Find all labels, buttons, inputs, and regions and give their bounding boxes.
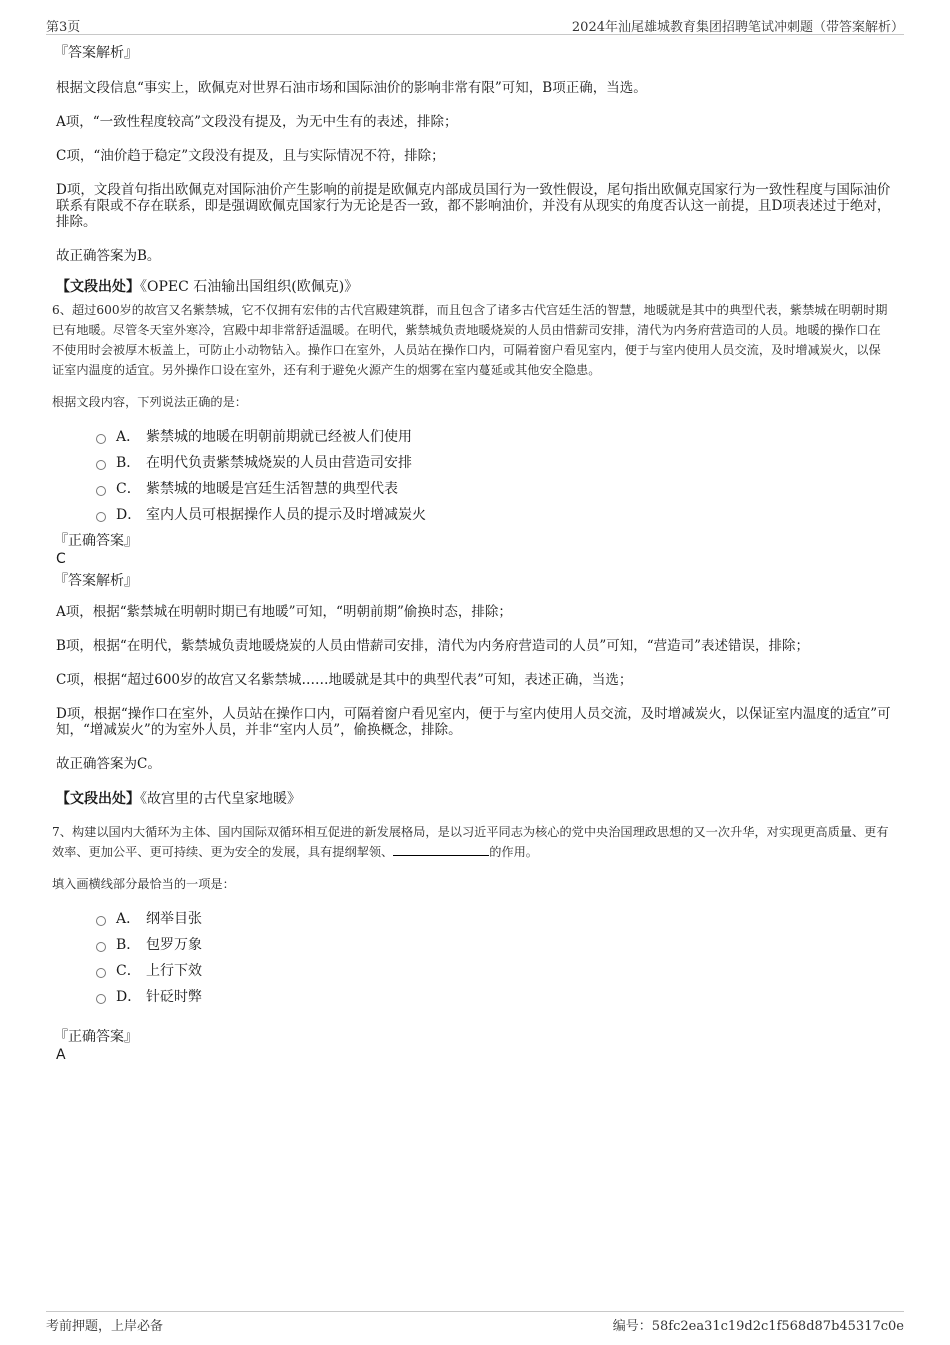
source-label: 【文段出处】 xyxy=(56,279,140,295)
radio-icon[interactable] xyxy=(96,942,106,952)
q6-option-a[interactable]: A． 紫禁城的地暖在明朝前期就已经被人们使用 xyxy=(96,424,892,450)
q5-analysis-line: 故正确答案为B。 xyxy=(56,248,161,264)
q7-option-a[interactable]: A． 纲举目张 xyxy=(96,906,892,932)
q6-analysis-line: 故正确答案为C。 xyxy=(56,756,161,772)
q5-analysis-line: 根据文段信息“事实上，欧佩克对世界石油市场和国际油价的影响非常有限”可知，B项正确，当选。 xyxy=(56,80,647,96)
radio-icon[interactable] xyxy=(96,512,106,522)
radio-icon[interactable] xyxy=(96,916,106,926)
q6-option-b[interactable]: B． 在明代负责紫禁城烧炭的人员由营造司安排 xyxy=(96,450,892,476)
source-title: 《OPEC 石油输出国组织(欧佩克)》 xyxy=(140,279,359,295)
q5-analysis-line: C项，“油价趋于稳定”文段没有提及，且与实际情况不符，排除； xyxy=(56,148,445,164)
radio-icon[interactable] xyxy=(96,434,106,444)
q6-correct-label: 『正确答案』 xyxy=(54,533,138,549)
page-header xyxy=(46,14,904,35)
source-title: 《故宫里的古代皇家地暖》 xyxy=(140,791,301,807)
q7-stem: 7、构建以国内大循环为主体、国内国际双循环相互促进的新发展格局，是以习近平同志为核心的党中央治国理政思想的又一次升华，对实现更高质量、更有效率、更加公平、更可持续、更为安全的发展，具有提纲挈领、 的作用。 xyxy=(52,825,889,859)
q6-analysis-label: 『答案解析』 xyxy=(54,573,138,589)
q5-analysis-label: 『答案解析』 xyxy=(54,45,138,61)
answer-blank xyxy=(393,843,489,856)
source-label: 【文段出处】 xyxy=(56,791,140,807)
page-footer xyxy=(46,1311,904,1334)
radio-icon[interactable] xyxy=(96,460,106,470)
q7-correct-answer: A xyxy=(56,1047,66,1063)
q7-prompt: 填入画横线部分最恰当的一项是： xyxy=(52,877,235,891)
q7-options xyxy=(96,906,892,1010)
page-content xyxy=(52,44,892,1064)
document-title: 2024年汕尾雄城教育集团招聘笔试冲刺题（带答案解析） xyxy=(571,20,904,35)
q7-option-d[interactable]: D． 针砭时弊 xyxy=(96,984,892,1010)
q6-analysis-line: C项，根据“超过600岁的故宫又名紫禁城……地暖就是其中的典型代表”可知，表述正确，当选； xyxy=(56,672,633,688)
q7-option-b[interactable]: B． 包罗万象 xyxy=(96,932,892,958)
document-code: 编号：58fc2ea31c19d2c1f568d87b45317c0e xyxy=(612,1319,904,1334)
q6-prompt: 根据文段内容，下列说法正确的是： xyxy=(52,395,247,409)
radio-icon[interactable] xyxy=(96,994,106,1004)
q6-source xyxy=(56,790,892,808)
q5-source xyxy=(56,278,892,296)
q6-stem: 6、超过600岁的故宫又名紫禁城，它不仅拥有宏伟的古代宫殿建筑群，而且包含了诸多古代宫廷生活的智慧，地暖就是其中的典型代表，紫禁城在明朝时期已有地暖。尽管冬天室外寒冷，宫殿中却非常舒适温暖。在明代，紫禁城负责地暖烧炭的人员由惜薪司安排，清代为内务府营造司的人员。地暖的操作口在不使用时会被厚木板盖上，可防止小动物钻入。操作口在室外，人员站在操作口内，可隔着窗户看见室内，便于与室内使用人员交流，及时增减炭火，以保证室内温度的适宜。另外操作口设在室外，还有利于避免火源产生的烟雾在室内蔓延或其他安全隐患。 xyxy=(52,303,888,377)
q6-analysis-line: A项，根据“紫禁城在明朝时期已有地暖”可知，“明朝前期”偷换时态，排除； xyxy=(56,604,512,620)
q5-analysis-line: A项，“一致性程度较高”文段没有提及，为无中生有的表述，排除； xyxy=(56,114,458,130)
footer-slogan: 考前押题，上岸必备 xyxy=(46,1319,164,1334)
q7-option-c[interactable]: C． 上行下效 xyxy=(96,958,892,984)
q6-option-d[interactable]: D． 室内人员可根据操作人员的提示及时增减炭火 xyxy=(96,502,892,528)
radio-icon[interactable] xyxy=(96,486,106,496)
q5-analysis-line: D项，文段首句指出欧佩克对国际油价产生影响的前提是欧佩克内部成员国行为一致性假设，尾句指出欧佩克国家行为一致性程度与国际油价联系有限或不存在联系，即是强调欧佩克国家行为无论是否一致，都不影响油价，并没有从现实的角度否认这一前提，且D项表述过于绝对，排除。 xyxy=(56,182,891,230)
q6-correct-answer: C xyxy=(56,551,66,567)
q6-options xyxy=(96,424,892,528)
page-number: 第3页 xyxy=(46,20,81,35)
q7-correct-label: 『正确答案』 xyxy=(54,1029,138,1045)
q6-option-c[interactable]: C． 紫禁城的地暖是宫廷生活智慧的典型代表 xyxy=(96,476,892,502)
radio-icon[interactable] xyxy=(96,968,106,978)
q6-analysis-line: D项，根据“操作口在室外，人员站在操作口内，可隔着窗户看见室内，便于与室内使用人员交流，及时增减炭火，以保证室内温度的适宜”可知，“增减炭火”的为室外人员，并非“室内人员”，偷换概念，排除。 xyxy=(56,706,891,738)
q6-analysis-line: B项，根据“在明代，紫禁城负责地暖烧炭的人员由惜薪司安排，清代为内务府营造司的人员”可知，“营造司”表述错误，排除； xyxy=(56,638,810,654)
